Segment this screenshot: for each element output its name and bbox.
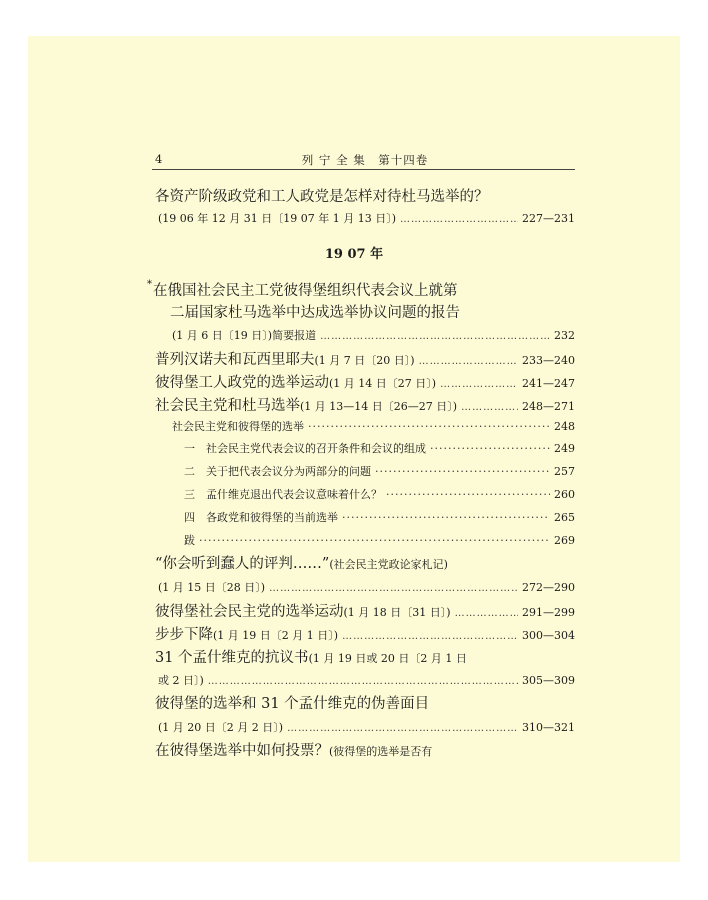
page-range: 265 [554,511,575,524]
entry-date: (1 月 14 日〔27 日〕) [329,377,437,390]
leader-dots [208,670,518,693]
entry-title: 31 个孟什维克的抗议书 [155,650,309,666]
page-range: 227—231 [522,212,575,225]
toc-subentry [172,416,575,438]
page-range: 248 [554,420,575,433]
leader-dots [199,530,550,552]
leader-dots [320,325,550,348]
toc-entry-line [158,670,575,692]
subentry-title: 跋 [184,534,195,547]
entry-date: (1 月 19 日〔2 月 1 日〕) [213,629,339,642]
entry-date: (1 月 18 日〔31 日〕) [343,606,451,619]
page-range: 257 [554,465,575,478]
toc-entry-line [155,623,575,645]
entry-date: 或 2 日〕) [158,674,204,687]
leader-dots [269,577,518,600]
toc-subentry [184,438,575,460]
star-mark: * [147,279,152,290]
toc-entry-title [155,740,432,762]
page-range: 241—247 [522,377,575,390]
toc-entry-line [172,325,575,347]
entry-title: 普列汉诺夫和瓦西里耶夫 [155,352,315,368]
leader-dots [375,461,550,483]
page-range: 310—321 [522,721,575,734]
leader-dots [400,208,518,231]
page-range: 291—299 [522,606,575,619]
running-header [155,152,575,170]
page-range: 232 [554,329,575,342]
toc-entry-title [155,693,429,715]
entry-title: “你会听到蠢人的评判……” [155,556,330,572]
toc-entry-line [155,371,575,393]
header-rule [152,169,575,170]
toc-entry-line [158,208,575,230]
toc-entry-line [158,717,575,739]
entry-date: (1 月 7 日〔20 日〕) [314,354,415,367]
leader-dots [342,507,550,529]
entry-title: 二届国家杜马选举中达成选举协议问题的报告 [170,305,460,321]
subentry-title: 一 社会民主党代表会议的召开条件和会议的组成 [184,442,426,455]
page-range: 272—290 [522,581,575,594]
entry-title: 在彼得堡选举中如何投票？ [155,743,329,759]
entry-date: (1 月 13—14 日〔26—27 日〕) [300,400,458,413]
entry-subtitle: (社会民主党政论家札记) [329,558,448,571]
year-heading: 19 07 年 [324,247,384,262]
toc-subentry [184,461,575,483]
entry-subtitle: (彼得堡的选举是否有 [329,745,433,758]
subentry-title: 社会民主党和彼得堡的选举 [172,420,304,433]
toc-subentry [184,530,575,552]
running-title: 列 宁 全 集 第十四卷 [301,153,429,167]
page-number: 4 [155,152,163,166]
leader-dots [455,600,518,625]
toc-subentry [184,507,575,529]
leader-dots [386,484,550,506]
toc-entry-title [155,553,448,575]
page-range: 269 [554,534,575,547]
entry-title: 步步下降 [155,627,213,643]
toc-entry-title [153,280,458,302]
page-range: 260 [554,488,575,501]
entry-title: 彼得堡工人政党的选举运动 [155,375,329,391]
toc-entry-title [155,186,489,208]
leader-dots [342,623,518,648]
page-range: 300—304 [522,629,575,642]
page-range: 248—271 [522,400,575,413]
page-range: 233—240 [522,354,575,367]
entry-title: 社会民主党和杜马选举 [155,398,300,414]
entry-date: (1 月 6 日〔19 日〕)简要报道 [172,329,317,342]
leader-dots [308,416,550,438]
page-range: 305—309 [522,674,575,687]
toc-entry-title [155,647,467,669]
toc-subentry [184,484,575,506]
leader-dots [430,438,550,460]
leader-dots [440,371,518,396]
toc-entry-line [155,394,575,416]
subentry-title: 三 孟什维克退出代表会议意味着什么？ [184,488,382,501]
leader-dots [419,348,518,373]
subentry-title: 二 关于把代表会议分为两部分的问题 [184,465,371,478]
entry-title: 在俄国社会民主工党彼得堡组织代表会议上就第 [153,283,458,299]
entry-title: 彼得堡的选举和 31 个孟什维克的伪善面目 [155,696,430,712]
entry-date: (1 月 15 日〔28 日〕) [158,581,266,594]
entry-date: (19 06 年 12 月 31 日〔19 07 年 1 月 13 日〕) [158,212,397,225]
toc-entry-line [155,600,575,622]
entry-title: 各资产阶级政党和工人政党是怎样对待杜马选举的？ [155,189,489,205]
toc-entry-title [170,302,460,324]
leader-dots [287,717,518,740]
toc-entry-line [155,348,575,370]
entry-title: 彼得堡社会民主党的选举运动 [155,604,344,620]
page-range: 249 [554,442,575,455]
entry-date: (1 月 19 日或 20 日〔2 月 1 日 [308,652,467,665]
toc-entry-line [158,577,575,599]
entry-date: (1 月 20 日〔2 月 2 日〕) [158,721,284,734]
subentry-title: 四 各政党和彼得堡的当前选举 [184,511,338,524]
